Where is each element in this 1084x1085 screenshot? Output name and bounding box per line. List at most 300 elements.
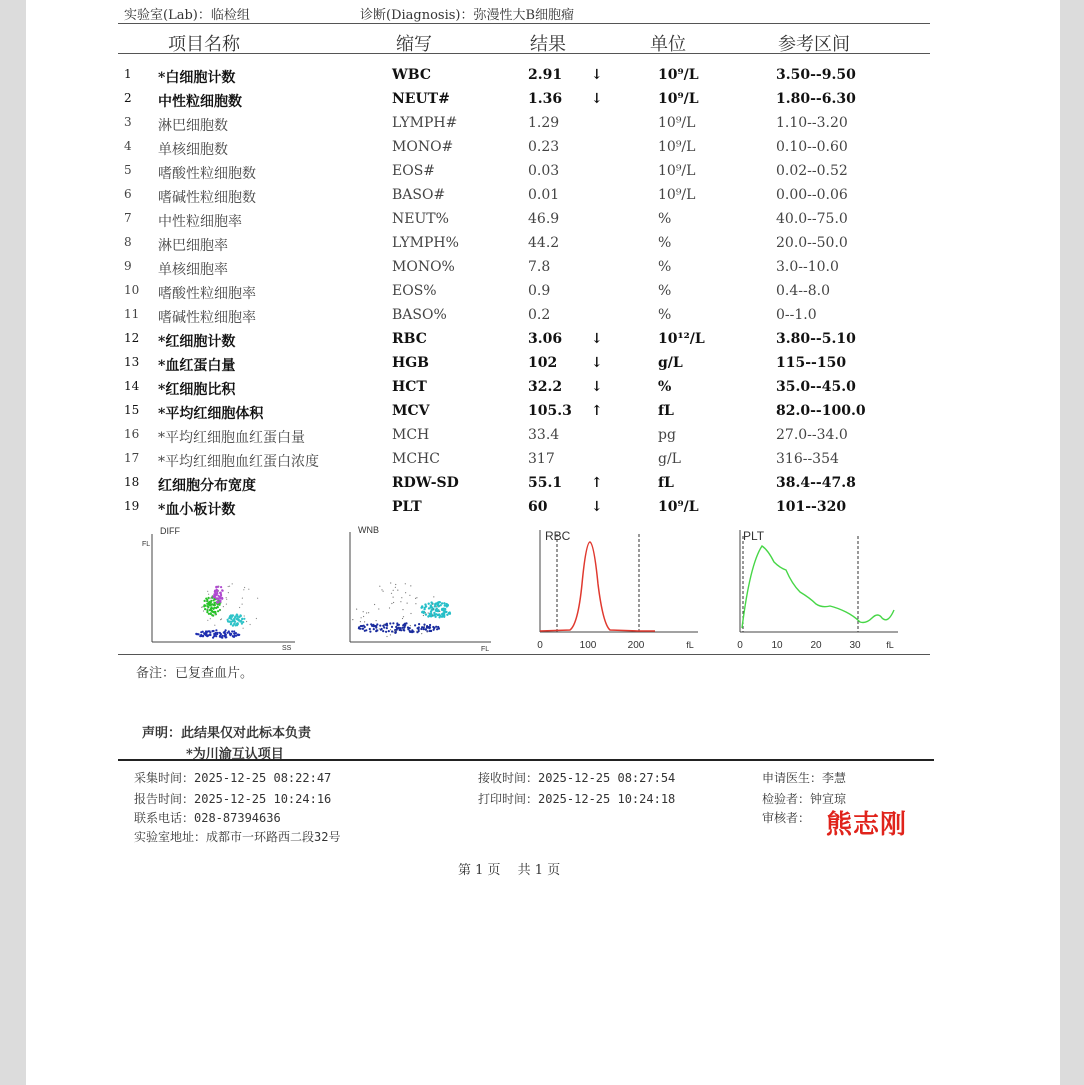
scatter-dot bbox=[423, 615, 424, 616]
cell-abbr: EOS% bbox=[392, 283, 437, 299]
scatter-dot bbox=[202, 635, 204, 637]
cell-result: 2.91 bbox=[528, 67, 563, 83]
scatter-dot bbox=[217, 632, 219, 634]
scatter-dot bbox=[434, 614, 436, 616]
scatter-dot bbox=[373, 628, 375, 630]
receive-time: 接收时间：2025-12-25 08:27:54 bbox=[478, 771, 676, 785]
scatter-dot bbox=[358, 626, 360, 628]
plt-tick: 10 bbox=[771, 640, 783, 651]
scatter-dot bbox=[233, 633, 235, 635]
scatter-dot bbox=[366, 612, 367, 613]
wnb-label: WNB bbox=[358, 525, 379, 535]
scatter-dot bbox=[395, 584, 396, 585]
cell-result: 44.2 bbox=[528, 235, 560, 251]
plt-label: PLT bbox=[743, 529, 765, 543]
scatter-dot bbox=[212, 637, 214, 639]
scatter-dot bbox=[433, 609, 434, 610]
scatter-dot bbox=[217, 591, 218, 592]
scatter-dot bbox=[244, 587, 245, 588]
table-row bbox=[0, 259, 1084, 283]
scatter-dot bbox=[205, 598, 207, 600]
cell-name: *平均红细胞血红蛋白浓度 bbox=[158, 454, 319, 470]
wnb-xlabel: FL bbox=[481, 646, 490, 652]
cell-ref: 1.10--3.20 bbox=[776, 115, 848, 131]
scatter-dot bbox=[224, 631, 226, 633]
cell-name: 淋巴细胞数 bbox=[158, 118, 228, 134]
remark-text: 备注：已复查血片。 bbox=[136, 666, 254, 681]
cell-ref: 115--150 bbox=[776, 355, 847, 371]
cell-ref: 101--320 bbox=[776, 499, 847, 515]
cell-ref: 0.4--8.0 bbox=[776, 283, 830, 299]
scatter-dot bbox=[220, 586, 222, 588]
scatter-dot bbox=[441, 602, 443, 604]
scatter-dot bbox=[246, 621, 247, 622]
scatter-dot bbox=[206, 601, 207, 602]
scatter-dot bbox=[402, 609, 403, 610]
scatter-dot bbox=[386, 636, 387, 637]
cell-no: 14 bbox=[124, 379, 140, 393]
plt-tick: 30 bbox=[849, 640, 861, 651]
scatter-dot bbox=[416, 597, 417, 598]
scatter-dot bbox=[213, 607, 215, 609]
diff-scatter-plot bbox=[130, 522, 300, 650]
scatter-dot bbox=[352, 619, 353, 620]
scatter-dot bbox=[207, 620, 208, 621]
cell-result: 0.01 bbox=[528, 187, 560, 203]
scatter-dot bbox=[210, 613, 212, 615]
cell-ref: 40.0--75.0 bbox=[776, 211, 848, 227]
cell-abbr: NEUT% bbox=[392, 211, 449, 227]
scatter-dot bbox=[403, 616, 404, 617]
scatter-dot bbox=[432, 615, 433, 616]
cell-abbr: RDW-SD bbox=[392, 475, 459, 491]
cell-unit: 10¹²/L bbox=[658, 331, 705, 347]
scatter-dot bbox=[405, 622, 407, 624]
cell-ref: 82.0--100.0 bbox=[776, 403, 866, 419]
scatter-dot bbox=[211, 597, 212, 598]
cell-result: 1.36 bbox=[528, 91, 563, 107]
scatter-dot bbox=[410, 613, 411, 614]
scatter-dot bbox=[409, 595, 410, 596]
cell-abbr: HCT bbox=[392, 379, 427, 395]
cell-name: *平均红细胞血红蛋白量 bbox=[158, 430, 305, 446]
scatter-dot bbox=[399, 628, 401, 630]
scatter-dot bbox=[243, 589, 244, 590]
col-header-name: 项目名称 bbox=[168, 34, 240, 55]
cell-ref: 1.80--6.30 bbox=[776, 91, 856, 107]
scatter-dot bbox=[207, 591, 208, 592]
cell-name: 单核细胞率 bbox=[158, 262, 228, 278]
cell-abbr: NEUT# bbox=[392, 91, 450, 107]
scatter-dot bbox=[242, 604, 243, 605]
cell-name: 淋巴细胞率 bbox=[158, 238, 228, 254]
scatter-dot bbox=[443, 616, 445, 618]
cell-no: 13 bbox=[124, 355, 140, 369]
page-number: 第 1 页 共 1 页 bbox=[458, 863, 561, 878]
scatter-dot bbox=[425, 613, 427, 615]
scatter-dot bbox=[385, 631, 387, 633]
cell-ref: 3.0--10.0 bbox=[776, 259, 839, 275]
cell-name: *红细胞比积 bbox=[158, 382, 236, 398]
scatter-dot bbox=[256, 618, 257, 619]
scatter-dot bbox=[221, 637, 223, 639]
scatter-dot bbox=[386, 623, 388, 625]
scatter-dot bbox=[391, 593, 392, 594]
scatter-dot bbox=[403, 629, 405, 631]
col-header-result: 结果 bbox=[530, 34, 566, 55]
scatter-dot bbox=[200, 631, 202, 633]
scatter-dot bbox=[402, 618, 403, 619]
cell-result: 33.4 bbox=[528, 427, 560, 443]
cell-unit: pg bbox=[658, 427, 676, 443]
cell-abbr: WBC bbox=[392, 67, 431, 83]
scatter-dot bbox=[229, 586, 230, 587]
scatter-dot bbox=[228, 592, 229, 593]
cell-abbr: MONO% bbox=[392, 259, 455, 275]
scatter-dot bbox=[233, 630, 235, 632]
scatter-dot bbox=[204, 600, 206, 602]
scatter-dot bbox=[449, 613, 451, 615]
cell-abbr: LYMPH% bbox=[392, 235, 459, 251]
scatter-dot bbox=[427, 631, 428, 632]
scatter-dot bbox=[433, 596, 434, 597]
scatter-dot bbox=[395, 626, 397, 628]
cell-abbr: EOS# bbox=[392, 163, 436, 179]
scatter-dot bbox=[250, 624, 251, 625]
scatter-dot bbox=[439, 611, 440, 612]
col-header-ref: 参考区间 bbox=[778, 34, 850, 55]
cell-flag: ↓ bbox=[591, 91, 603, 107]
cell-flag: ↓ bbox=[591, 355, 603, 371]
table-row bbox=[0, 67, 1084, 91]
scatter-dot bbox=[228, 586, 229, 587]
plt-histogram bbox=[730, 524, 905, 654]
scatter-dot bbox=[418, 623, 420, 625]
scatter-dot bbox=[209, 598, 210, 599]
cell-name: *白细胞计数 bbox=[158, 70, 236, 86]
scatter-dot bbox=[217, 603, 218, 604]
scatter-dot bbox=[432, 604, 433, 605]
table-row bbox=[0, 427, 1084, 451]
column-divider bbox=[118, 53, 930, 54]
scatter-dot bbox=[407, 603, 408, 604]
cell-flag: ↓ bbox=[591, 499, 603, 515]
scatter-dot bbox=[428, 612, 429, 613]
cell-result: 105.3 bbox=[528, 403, 572, 419]
cell-no: 1 bbox=[124, 67, 132, 81]
scatter-dot bbox=[410, 625, 411, 626]
scatter-dot bbox=[219, 604, 221, 606]
scatter-dot bbox=[204, 608, 206, 610]
cell-result: 317 bbox=[528, 451, 555, 467]
cell-ref: 0.02--0.52 bbox=[776, 163, 848, 179]
scatter-dot bbox=[378, 608, 379, 609]
scatter-dot bbox=[438, 616, 440, 618]
scatter-dot bbox=[412, 631, 414, 633]
cell-ref: 27.0--34.0 bbox=[776, 427, 848, 443]
cell-no: 16 bbox=[124, 427, 140, 441]
cell-no: 17 bbox=[124, 451, 140, 465]
cell-ref: 35.0--45.0 bbox=[776, 379, 856, 395]
scatter-dot bbox=[433, 627, 435, 629]
scatter-dot bbox=[243, 628, 244, 629]
table-row bbox=[0, 499, 1084, 523]
scatter-dot bbox=[390, 634, 391, 635]
cell-abbr: HGB bbox=[392, 355, 430, 371]
scatter-dot bbox=[228, 630, 230, 632]
cell-abbr: BASO# bbox=[392, 187, 446, 203]
cell-result: 0.2 bbox=[528, 307, 551, 323]
cell-unit: 10⁹/L bbox=[658, 67, 699, 83]
scatter-dot bbox=[230, 623, 232, 625]
scatter-dot bbox=[241, 618, 243, 620]
scatter-dot bbox=[238, 619, 240, 621]
table-row bbox=[0, 451, 1084, 475]
scatter-dot bbox=[391, 626, 393, 628]
cell-flag: ↓ bbox=[591, 331, 603, 347]
scatter-dot bbox=[381, 589, 382, 590]
scatter-dot bbox=[211, 630, 213, 632]
scatter-dot bbox=[232, 614, 234, 616]
lab-address: 实验室地址：成都市一环路西二段32号 bbox=[134, 830, 341, 844]
scatter-dot bbox=[219, 635, 221, 637]
scatter-dot bbox=[226, 604, 227, 605]
scatter-dot bbox=[361, 617, 362, 618]
scatter-dot bbox=[393, 631, 394, 632]
scatter-dot bbox=[393, 597, 394, 598]
scatter-dot bbox=[226, 599, 227, 600]
scatter-dot bbox=[234, 623, 236, 625]
scatter-dot bbox=[434, 605, 436, 607]
scatter-dot bbox=[243, 618, 245, 620]
scatter-dot bbox=[396, 622, 398, 624]
scatter-dot bbox=[207, 609, 208, 610]
table-row bbox=[0, 91, 1084, 115]
cell-no: 11 bbox=[124, 307, 140, 321]
scatter-dot bbox=[356, 609, 357, 610]
cell-flag: ↓ bbox=[591, 379, 603, 395]
plots-divider bbox=[118, 654, 930, 655]
rbc-tick: 0 bbox=[537, 640, 543, 651]
scatter-dot bbox=[391, 603, 392, 604]
table-row bbox=[0, 307, 1084, 331]
print-time: 打印时间：2025-12-25 10:24:18 bbox=[478, 792, 676, 806]
scatter-dot bbox=[389, 622, 391, 624]
cell-flag: ↑ bbox=[591, 403, 603, 419]
scatter-dot bbox=[242, 598, 243, 599]
scatter-dot bbox=[415, 603, 416, 604]
scatter-dot bbox=[215, 629, 217, 631]
footer-divider bbox=[118, 759, 934, 761]
scatter-dot bbox=[430, 630, 432, 632]
cell-unit: fL bbox=[658, 403, 674, 419]
cell-name: *血红蛋白量 bbox=[158, 358, 236, 374]
scatter-dot bbox=[236, 623, 238, 625]
scatter-dot bbox=[435, 626, 437, 628]
col-header-unit: 单位 bbox=[650, 34, 686, 55]
scatter-dot bbox=[244, 615, 245, 616]
scatter-dot bbox=[366, 624, 368, 626]
scatter-dot bbox=[374, 604, 375, 605]
scatter-dot bbox=[257, 598, 258, 599]
cell-unit: 10⁹/L bbox=[658, 139, 696, 155]
scatter-dot bbox=[229, 633, 231, 635]
table-row bbox=[0, 403, 1084, 427]
plt-tick: 0 bbox=[737, 640, 743, 651]
cell-no: 10 bbox=[124, 283, 140, 297]
scatter-dot bbox=[391, 630, 393, 632]
scatter-dot bbox=[234, 616, 236, 618]
scatter-dot bbox=[220, 633, 222, 635]
cell-name: 嗜酸性粒细胞率 bbox=[158, 286, 256, 302]
table-row bbox=[0, 139, 1084, 163]
cell-unit: 10⁹/L bbox=[658, 187, 696, 203]
cell-ref: 0--1.0 bbox=[776, 307, 817, 323]
scatter-dot bbox=[424, 607, 426, 609]
scatter-dot bbox=[242, 621, 244, 623]
cell-ref: 38.4--47.8 bbox=[776, 475, 856, 491]
scatter-dot bbox=[228, 621, 230, 623]
cell-unit: g/L bbox=[658, 451, 681, 467]
scatter-dot bbox=[386, 627, 388, 629]
scatter-dot bbox=[218, 586, 219, 587]
scatter-dot bbox=[438, 628, 440, 630]
scatter-dot bbox=[220, 593, 222, 595]
scatter-dot bbox=[223, 606, 224, 607]
scatter-dot bbox=[441, 609, 443, 611]
scatter-dot bbox=[421, 611, 423, 613]
scatter-dot bbox=[206, 631, 208, 633]
cell-result: 32.2 bbox=[528, 379, 563, 395]
cell-unit: 10⁹/L bbox=[658, 115, 696, 131]
cell-no: 18 bbox=[124, 475, 140, 489]
scatter-dot bbox=[431, 609, 433, 611]
collect-time: 采集时间：2025-12-25 08:22:47 bbox=[134, 771, 332, 785]
scatter-dot bbox=[433, 629, 435, 631]
scatter-dot bbox=[380, 628, 382, 630]
cell-no: 4 bbox=[124, 139, 132, 153]
scatter-dot bbox=[415, 598, 416, 599]
scatter-dot bbox=[420, 628, 422, 630]
cell-abbr: RBC bbox=[392, 331, 427, 347]
cell-result: 102 bbox=[528, 355, 558, 371]
scatter-dot bbox=[203, 605, 205, 607]
scatter-dot bbox=[427, 627, 429, 629]
cell-ref: 0.10--0.60 bbox=[776, 139, 848, 155]
rbc-tick: 100 bbox=[579, 640, 597, 651]
plt-unit: fL bbox=[886, 640, 894, 650]
cell-name: *血小板计数 bbox=[158, 502, 236, 518]
scatter-dot bbox=[202, 606, 203, 607]
lab-label: 实验室(Lab)：临检组 bbox=[124, 8, 250, 23]
scatter-dot bbox=[443, 602, 445, 604]
cell-name: *平均红细胞体积 bbox=[158, 406, 264, 422]
col-header-abbr: 缩写 bbox=[396, 34, 432, 55]
cell-no: 19 bbox=[124, 499, 140, 513]
scatter-dot bbox=[216, 598, 218, 600]
scatter-dot bbox=[423, 624, 425, 626]
header-divider bbox=[118, 23, 930, 24]
scatter-dot bbox=[446, 605, 448, 607]
scatter-dot bbox=[363, 611, 364, 612]
scatter-dot bbox=[222, 635, 224, 637]
cell-abbr: MCV bbox=[392, 403, 430, 419]
cell-unit: % bbox=[658, 307, 672, 323]
scatter-dot bbox=[405, 592, 406, 593]
cell-no: 12 bbox=[124, 331, 140, 345]
cell-no: 5 bbox=[124, 163, 132, 177]
scatter-dot bbox=[436, 606, 437, 607]
scatter-dot bbox=[224, 634, 226, 636]
cell-name: 单核细胞数 bbox=[158, 142, 228, 158]
cell-no: 7 bbox=[124, 211, 132, 225]
scatter-dot bbox=[417, 627, 419, 629]
cell-result: 0.9 bbox=[528, 283, 551, 299]
scatter-dot bbox=[208, 594, 209, 595]
scatter-dot bbox=[214, 633, 216, 635]
scatter-dot bbox=[214, 625, 215, 626]
diagnosis-label: 诊断(Diagnosis)：弥漫性大B细胞瘤 bbox=[360, 8, 575, 23]
cell-unit: 10⁹/L bbox=[658, 91, 699, 107]
rbc-tick: 200 bbox=[627, 640, 645, 651]
scatter-dot bbox=[371, 625, 373, 627]
scatter-dot bbox=[383, 626, 385, 628]
scatter-dot bbox=[389, 607, 390, 608]
diff-label: DIFF bbox=[160, 526, 180, 536]
scatter-dot bbox=[421, 606, 423, 608]
scatter-dot bbox=[363, 616, 364, 617]
scatter-dot bbox=[410, 585, 411, 586]
scatter-dot bbox=[208, 597, 210, 599]
scatter-dot bbox=[379, 586, 380, 587]
scatter-dot bbox=[215, 586, 217, 588]
scatter-dot bbox=[428, 603, 430, 605]
scatter-dot bbox=[360, 621, 361, 622]
cell-abbr: PLT bbox=[392, 499, 422, 515]
cell-no: 6 bbox=[124, 187, 132, 201]
scatter-dot bbox=[416, 631, 417, 632]
scatter-dot bbox=[438, 613, 440, 615]
cell-result: 46.9 bbox=[528, 211, 560, 227]
scatter-dot bbox=[215, 614, 216, 615]
scatter-dot bbox=[211, 607, 213, 609]
scatter-dot bbox=[232, 625, 234, 627]
scatter-dot bbox=[204, 633, 206, 635]
cell-unit: 10⁹/L bbox=[658, 163, 696, 179]
scatter-dot bbox=[214, 590, 216, 592]
scatter-dot bbox=[218, 598, 220, 600]
scatter-dot bbox=[382, 630, 384, 632]
table-row bbox=[0, 115, 1084, 139]
rbc-label: RBC bbox=[545, 529, 571, 543]
scatter-dot bbox=[230, 618, 232, 620]
scatter-dot bbox=[388, 630, 390, 632]
table-row bbox=[0, 331, 1084, 355]
scatter-dot bbox=[435, 602, 437, 604]
scatter-dot bbox=[383, 591, 384, 592]
scatter-dot bbox=[429, 624, 431, 626]
table-row bbox=[0, 379, 1084, 403]
cell-unit: % bbox=[658, 379, 672, 395]
scatter-dot bbox=[392, 622, 394, 624]
cell-name: 嗜碱性粒细胞数 bbox=[158, 190, 256, 206]
scatter-dot bbox=[423, 628, 425, 630]
table-row bbox=[0, 355, 1084, 379]
cell-no: 8 bbox=[124, 235, 132, 249]
cell-unit: 10⁹/L bbox=[658, 499, 699, 515]
scatter-dot bbox=[212, 611, 214, 613]
scatter-dot bbox=[395, 587, 396, 588]
